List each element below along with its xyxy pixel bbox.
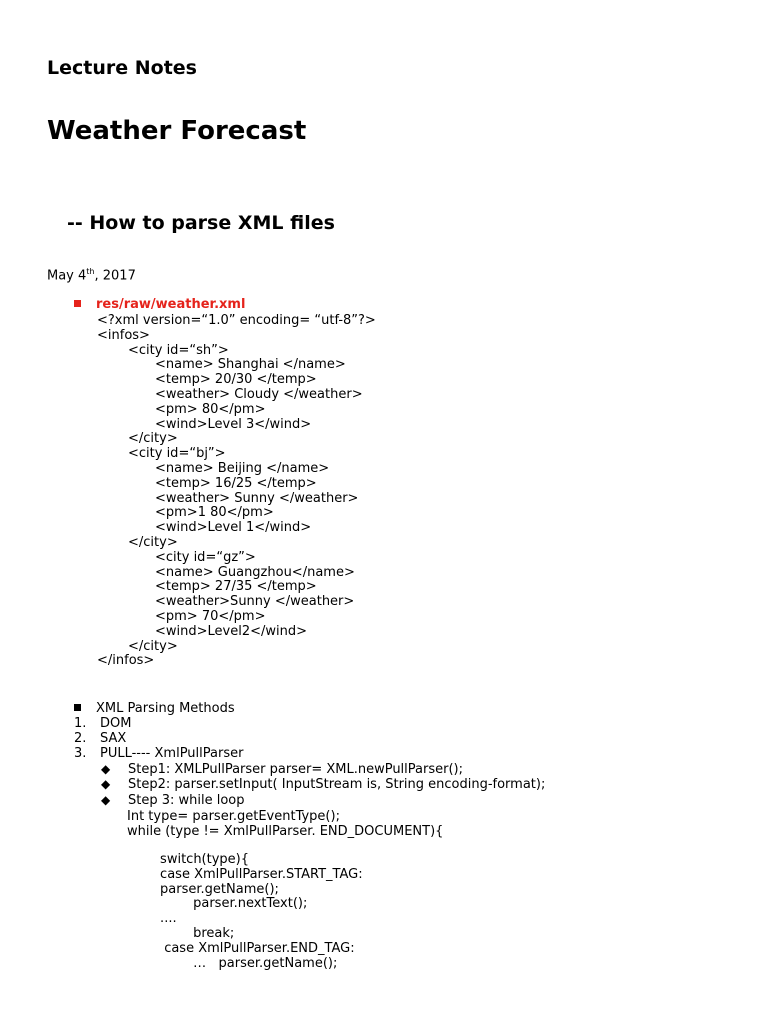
page-subtitle: -- How to parse XML files xyxy=(67,212,335,234)
list-item xyxy=(74,746,243,761)
page-title: Weather Forecast xyxy=(47,116,307,146)
methods-list xyxy=(74,716,243,761)
xml-code-block xyxy=(97,314,376,669)
code-line: </city> xyxy=(128,534,178,550)
code-line: <weather> Sunny </weather> xyxy=(155,490,359,506)
pull-steps xyxy=(101,762,545,808)
loop-code-head: Int type= parser.getEventType(); while (type != XmlPullParser. END_DOCUMENT){ xyxy=(127,809,444,839)
step-text: Step 3: while loop xyxy=(128,792,245,808)
diamond-bullet-icon: ◆ xyxy=(101,792,111,807)
list-number: 1. xyxy=(74,716,87,731)
code-line: <pm>1 80</pm> xyxy=(155,505,274,521)
code-line: <wind>Level 1</wind> xyxy=(155,520,312,536)
list-text: DOM xyxy=(100,716,132,731)
code-line: <name> Guangzhou</name> xyxy=(155,564,355,580)
code-line: <wind>Level 3</wind> xyxy=(155,416,312,432)
list-number: 2. xyxy=(74,731,87,746)
section-resource-file xyxy=(74,297,245,312)
code-line: <temp> 27/35 </temp> xyxy=(155,579,317,595)
diamond-bullet-icon: ◆ xyxy=(101,762,111,776)
list-text: PULL---- XmlPullParser xyxy=(100,746,244,761)
code-line: </infos> xyxy=(97,653,155,669)
code-line: <city id=“sh”> xyxy=(128,342,229,358)
list-text: SAX xyxy=(100,731,127,746)
date-line xyxy=(47,267,136,283)
lecture-label: Lecture Notes xyxy=(47,57,197,79)
code-line: <temp> 16/25 </temp> xyxy=(155,475,317,491)
date-prefix: May 4 xyxy=(47,268,87,284)
code-line: </city> xyxy=(128,431,178,447)
code-line: <pm> 70</pm> xyxy=(155,608,266,624)
code-line: </city> xyxy=(128,638,178,654)
section-title: XML Parsing Methods xyxy=(96,701,235,716)
step-item xyxy=(101,762,545,777)
list-number: 3. xyxy=(74,746,87,761)
loop-code-body: switch(type){ case XmlPullParser.START_TAG: parser.getName(); parser.nextText(); .... break; case XmlPullParser.END_TAG: … parser.getName(); xyxy=(160,852,363,971)
code-line: <weather> Cloudy </weather> xyxy=(155,386,363,402)
code-line: <pm> 80</pm> xyxy=(155,401,266,417)
step-item xyxy=(101,777,545,792)
step-item xyxy=(101,793,545,808)
step-text: Step1: XMLPullParser parser= XML.newPullParser(); xyxy=(128,762,463,777)
square-bullet-icon xyxy=(74,704,81,711)
code-line: <wind>Level2</wind> xyxy=(155,623,308,639)
list-item xyxy=(74,731,243,746)
code-line: <name> Beijing </name> xyxy=(155,460,330,476)
date-rest: , 2017 xyxy=(94,268,136,284)
code-line: <?xml version=“1.0” encoding= “utf-8”?> xyxy=(97,313,376,328)
code-line: <city id=“bj”> xyxy=(128,446,226,462)
code-line: <temp> 20/30 </temp> xyxy=(155,372,317,388)
code-line: <weather>Sunny </weather> xyxy=(155,594,355,610)
date-suffix: th xyxy=(86,267,95,276)
code-line: <name> Shanghai </name> xyxy=(155,357,346,373)
section-title: res/raw/weather.xml xyxy=(96,297,246,312)
code-line: <infos> xyxy=(97,327,150,343)
section-parsing-methods xyxy=(74,701,235,716)
diamond-bullet-icon: ◆ xyxy=(101,777,111,792)
step-text: Step2: parser.setInput( InputStream is, String encoding-format); xyxy=(128,777,546,793)
square-bullet-icon xyxy=(74,300,81,307)
code-line: <city id=“gz”> xyxy=(155,549,256,565)
list-item xyxy=(74,716,243,731)
